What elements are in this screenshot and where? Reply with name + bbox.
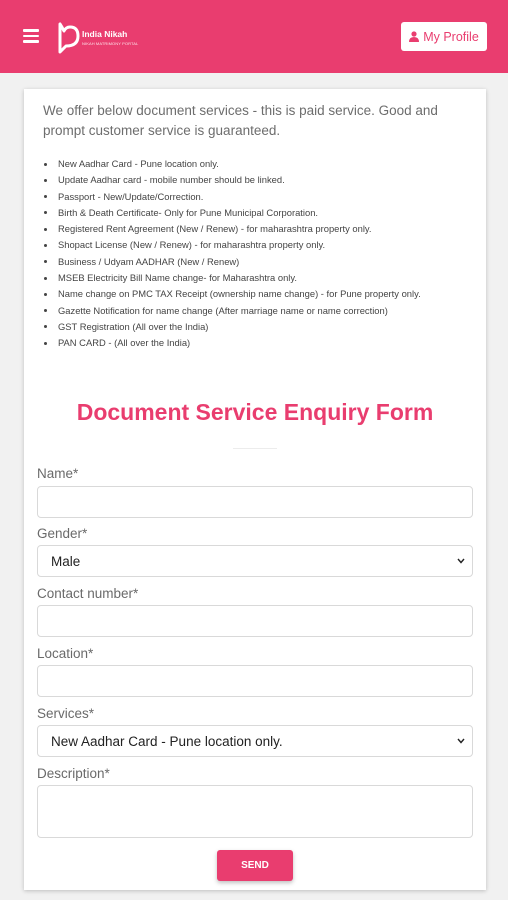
list-item: Registered Rent Agreement (New / Renew) - for maharashtra property only. [43,221,468,237]
services-list [43,156,468,352]
intro-text: We offer below document services - this is paid service. Good and prompt customer service is guaranteed. [43,103,438,138]
brand-tagline: NIKAH MATRIMONY PORTAL [82,41,139,46]
gender-selected-value: Male [51,553,81,569]
brand-name: India Nikah [82,29,128,39]
send-button[interactable]: SEND [217,850,293,881]
my-profile-label: My Profile [423,29,479,44]
list-item: GST Registration (All over the India) [43,319,468,335]
gender-label: Gender* [37,526,88,541]
chevron-down-icon [457,738,465,744]
user-icon [409,31,419,42]
name-field[interactable] [37,486,473,518]
list-item: Shopact License (New / Renew) - for maharashtra property only. [43,237,468,253]
list-item: Birth & Death Certificate- Only for Pune Municipal Corporation. [43,205,468,221]
chevron-down-icon [457,558,465,564]
hamburger-menu-icon[interactable] [23,29,39,43]
location-label: Location* [37,646,94,661]
title-divider [233,448,277,449]
services-selected-value: New Aadhar Card - Pune location only. [51,733,283,749]
description-label: Description* [37,766,110,781]
list-item: PAN CARD - (All over the India) [43,335,468,351]
app-header [0,0,508,73]
list-item: Update Aadhar card - mobile number should be linked. [43,172,468,188]
enquiry-card [24,89,486,890]
list-item: Gazette Notification for name change (After marriage name or name correction) [43,303,468,319]
list-item: Passport - New/Update/Correction. [43,189,468,205]
form-title: Document Service Enquiry Form [76,399,434,425]
list-item: New Aadhar Card - Pune location only. [43,156,468,172]
services-label: Services* [37,706,95,721]
my-profile-button[interactable] [401,22,487,51]
contact-label: Contact number* [37,586,139,601]
list-item: Name change on PMC TAX Receipt (ownership name change) - for Pune property only. [43,286,468,302]
list-item: Business / Udyam AADHAR (New / Renew) [43,254,468,270]
gender-select[interactable] [37,545,473,577]
services-select[interactable] [37,725,473,757]
brand-logo[interactable] [55,22,165,58]
logo-heart-icon [55,22,81,58]
description-field[interactable] [37,785,473,838]
contact-number-field[interactable] [37,605,473,637]
name-label: Name* [37,466,79,481]
location-field[interactable] [37,665,473,697]
list-item: MSEB Electricity Bill Name change- for Maharashtra only. [43,270,468,286]
